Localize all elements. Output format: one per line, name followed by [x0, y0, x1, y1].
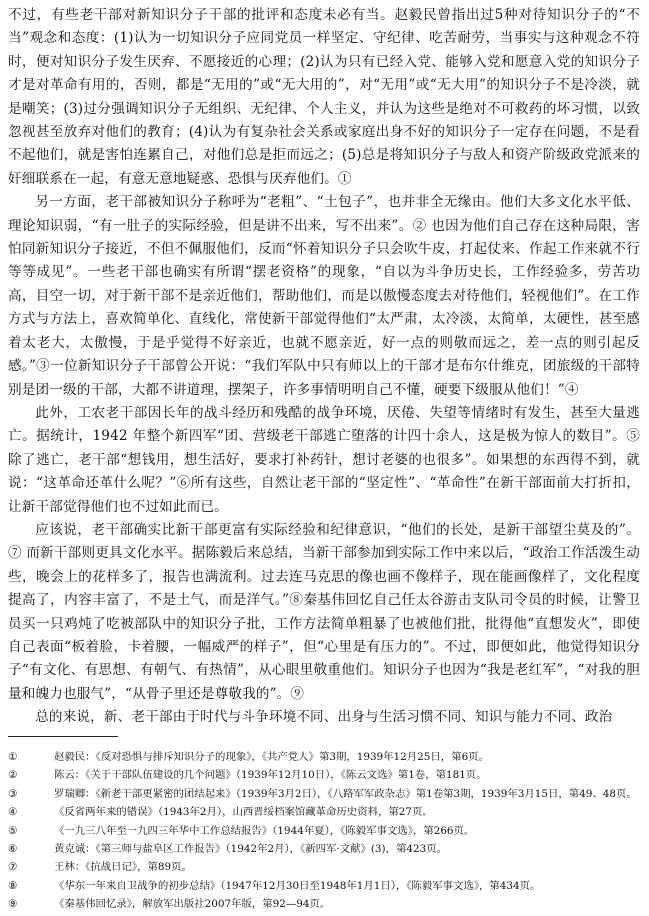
footnotes: [8, 748, 640, 914]
paragraph-1: 不过，有些老干部对新知识分子干部的批评和态度未必有当。赵毅民曾指出过5种对待知识分子的“不当”观念和态度：(1)认为一切知识分子应同党员一样坚定、守纪律、吃苦耐劳，当事实与这种观念不符时，便对知识分子发生厌弃、不愿接近的心理；(2)认为只有已经入党、能够入党和愿意入党的知识分子才是对革命有用的，否则，都是“无用的”或“无大用的”，对“无用”或“无大用”的知识分子不是冷淡，就是嘲笑；(3)过分强调知识分子无组织、无纪律、个人主义，并认为这些是绝对不可救药的坏习惯，以致忽视甚至放弃对他们的教育；(4)认为有复杂社会关系或家庭出身不好的知识分子一定存在问题，不是看不起他们，就是害怕连累自己，对他们总是拒而远之；(5)总是将知识分子与敌人和资产阶级政党派来的奸细联系在一起，有意无意地疑惑、恐惧与厌弃他们。①: [8, 7, 640, 187]
footnote-text: 《秦基伟回忆录》，解放军出版社2007年版，第92—94页。: [54, 898, 331, 911]
paragraph-2: 另一方面，老干部被知识分子称呼为“老粗”、“土包子”，也并非全无缘由。他们大多文化水平低、理论知识弱，“有一肚子的实际经验，但是讲不出来，写不出来”。② 也因为他们自己存在这种局限，害怕同新知识分子接近，不但不佩服他们，反而“怀着知识分子只会吹牛皮，打起仗来、作起工作来就不行等等成见”。一些老干部也确实有所谓“摆老资格”的现象，“自以为斗争历史长，工作经验多，劳苦功高，目空一切，对于新干部不是亲近他们，帮助他们，而是以傲慢态度去对待他们，轻视他们”。在工作方式与方法上，喜欢简单化、直线化，常使新干部觉得他们“太严肃，太冷淡，太简单，太硬性，甚至感着太老大，太傲慢，于是乎觉得不好亲近，也就不愿亲近，好一点的则敬而远之，差一点的则引起反感。”③一位新知识分子干部曾公开说：“我们军队中只有师以上的干部才是布尔什维克，团旅级的干部特别是团一级的干部，大都不讲道理，摆架子，许多事情明明自己不懂，硬要下级服从他们！”④: [8, 194, 640, 398]
footnote-divider: [8, 736, 118, 737]
footnote-marker: ④: [8, 806, 18, 819]
footnote-6: [8, 840, 640, 858]
footnote-marker: ②: [8, 769, 18, 782]
footnote-marker: ③: [8, 787, 18, 800]
footnote-5: [8, 822, 640, 840]
footnote-marker: ⑦: [8, 861, 18, 874]
footnote-4: [8, 803, 640, 821]
footnote-text: 陈云：《关于干部队伍建设的几个问题》（1939年12月10日），《陈云文选》第1卷，第181页。: [54, 769, 487, 782]
footnote-text: 王林：《抗战日记》，第89页。: [54, 861, 192, 874]
footnote-marker: ⑨: [8, 898, 18, 911]
footnote-marker: ⑥: [8, 843, 18, 856]
footnote-8: [8, 877, 640, 895]
paragraph-5: 总的来说，新、老干部由于时代与斗争环境不同、出身与生活习惯不同、知识与能力不同、政治: [35, 709, 613, 726]
footnote-text: 《一九三八年至一九四三年华中工作总结报告》（1944年夏），《陈毅军事文选》，第266页。: [54, 824, 475, 837]
footnote-text: 《华东一年来自卫战争的初步总结》（1947年12月30日至1948年1月1日），《陈毅军事文选》，第434页。: [54, 879, 541, 892]
footnote-1: [8, 748, 640, 766]
footnote-9: [8, 895, 640, 913]
footnote-text: 赵毅民：《反对恐惧与排斥知识分子的现象》，《共产党人》第3期，1939年12月25日，第6页。: [54, 751, 489, 763]
main-text: [8, 4, 640, 730]
paragraph-3: 此外，工农老干部因长年的战斗经历和残酷的战争环境，厌倦、失望等情绪时有发生，甚至大量逃亡。据统计，1942 年整个新四军“团、营级老干部逃亡堕落的计四十余人，这是极为惊人的数目”。⑤ 除了逃亡，老干部“想钱用，想生活好，要求打补药针，想讨老婆的也很多”。如果想的东西得不到，就说：“这革命还革什么呢？”⑥所有这些，自然让老干部的“坚定性”、“革命性”在新干部面前大打折扣，让新干部觉得他们也不过如此而已。: [8, 404, 640, 515]
footnote-text: 罗瑞卿：《新老干部更紧密的团结起来》（1939年3月2日），《八路军军政杂志》第1卷第3期，1939年3月15日，第49、48页。: [54, 787, 637, 800]
footnote-marker: ①: [8, 751, 18, 763]
footnote-text: 黄克诚：《第三师与盐阜区工作报告》（1942年2月），《新四军·文献》(3)，第423页。: [54, 843, 447, 856]
footnote-text: 《反省两年来的错误》（1943年2月），山西晋绥档案馆藏革命历史资料，第27页。: [54, 806, 433, 819]
paragraph-4: 应该说，老干部确实比新干部更富有实际经验和纪律意识，“他们的长处，是新干部望尘莫及的”。⑦ 而新干部则更具文化水平。据陈毅后来总结，当新干部参加到实际工作中来以后，“政治工作活泼生动些，晚会上的花样多了，报告也满流利。过去连马克思的像也画不像样子，现在能画像样了，文化程度提高了，内容丰富了，不是土气，而是洋气。”⑧秦基伟回忆自己任太谷游击支队司令员的时候，让警卫员买一只鸡炖了吃被部队中的知识分子批，工作方法简单粗暴了也被他们批，批得他“直想发火”，即使自己表面“板着脸，卡着腰，一幅威严的样子”，但“心里是有压力的”。不过，即便如此，他觉得知识分子“有文化、有思想、有朝气、有热情”，从心眼里敬重他们。知识分子也因为“我是老红军”，“对我的胆量和魄力也服气”，“从骨子里还是尊敬我的”。⑨: [8, 521, 640, 702]
footnote-3: [8, 785, 640, 803]
footnote-7: [8, 858, 640, 876]
footnote-marker: ⑧: [8, 879, 18, 892]
footnote-2: [8, 766, 640, 784]
footnote-marker: ⑤: [8, 824, 18, 837]
